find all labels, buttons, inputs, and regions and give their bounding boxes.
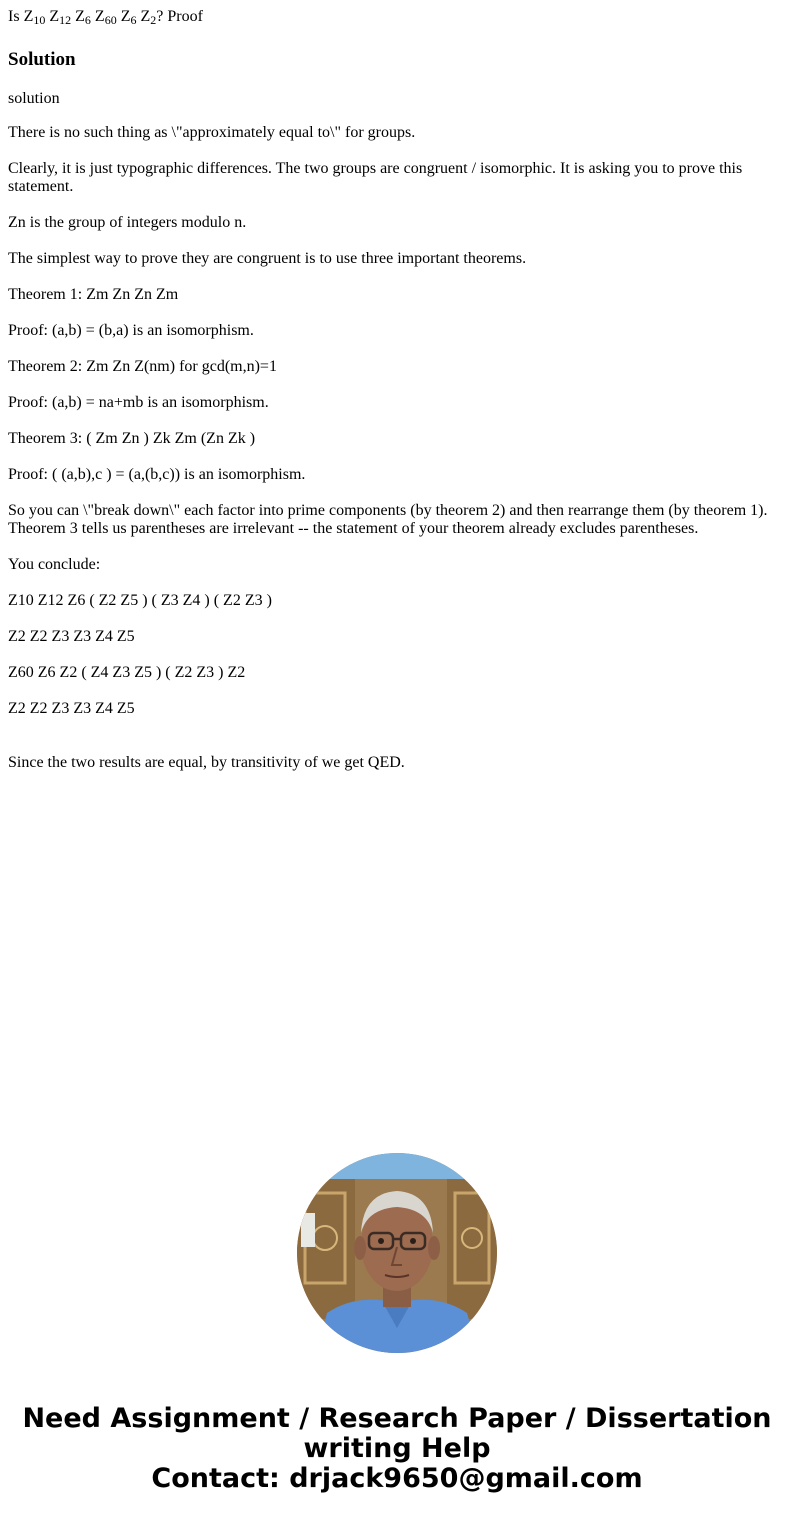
decomposition-line: Z2 Z2 Z3 Z3 Z4 Z5	[8, 628, 135, 645]
decomposition-line: Z10 Z12 Z6 ( Z2 Z5 ) ( Z3 Z4 ) ( Z2 Z3 )	[8, 592, 272, 609]
solution-paragraph: You conclude:	[8, 556, 101, 573]
promo-banner	[0, 1404, 794, 1494]
proof-2: Proof: (a,b) = na+mb is an isomorphism.	[8, 394, 269, 411]
group-term: $Z_{60}$	[94, 8, 117, 27]
promo-line: Need Assignment / Research Paper / Dissertation writing Help	[22, 1403, 772, 1464]
proof-3: Proof: ( (a,b),c ) = (a,(b,c)) is an isomorphism.	[8, 466, 306, 483]
solution-paragraph: Zn is the group of integers modulo n.	[8, 214, 247, 231]
decomposition-line: Z60 Z6 Z2 ( Z4 Z3 Z5 ) ( Z2 Z3 ) Z2	[8, 664, 246, 681]
solution-heading: Solution	[8, 49, 76, 70]
solution-paragraph: So you can \"break down\" each factor into prime components (by theorem 2) and then rearrange them (by theorem 1). Theorem 3 tells us parentheses are irrelevant -- the statement of your theorem already excludes parentheses.	[8, 502, 768, 537]
decomposition-line: Z2 Z2 Z3 Z3 Z4 Z5	[8, 700, 135, 717]
group-term: $Z_{12}$	[49, 8, 72, 27]
author-avatar	[297, 1153, 497, 1353]
group-term: $Z_{10}$	[23, 8, 46, 27]
question-suffix: ? Proof	[156, 8, 203, 25]
solution-paragraph: There is no such thing as \"approximately equal to\" for groups.	[8, 124, 416, 141]
group-term: $Z_6$	[75, 8, 91, 27]
proof-1: Proof: (a,b) = (b,a) is an isomorphism.	[8, 322, 254, 339]
conclusion: Since the two results are equal, by transitivity of we get QED.	[8, 754, 405, 771]
theorem-1: Theorem 1: Zm Zn Zn Zm	[8, 286, 179, 303]
solution-paragraph: Clearly, it is just typographic differences. The two groups are congruent / isomorphic. It is asking you to prove this statement.	[8, 160, 743, 195]
question-title	[8, 8, 203, 26]
solution-paragraph: The simplest way to prove they are congruent is to use three important theorems.	[8, 250, 527, 267]
solution-label: solution	[8, 90, 60, 107]
contact-line: Contact: drjack9650@gmail.com	[151, 1463, 643, 1494]
theorem-3: Theorem 3: ( Zm Zn ) Zk Zm (Zn Zk )	[8, 430, 256, 447]
question-prefix: Is	[8, 8, 24, 25]
group-term: $Z_2$	[140, 8, 157, 27]
theorem-2: Theorem 2: Zm Zn Z(nm) for gcd(m,n)=1	[8, 358, 277, 375]
group-term: $Z_6$	[120, 8, 137, 27]
